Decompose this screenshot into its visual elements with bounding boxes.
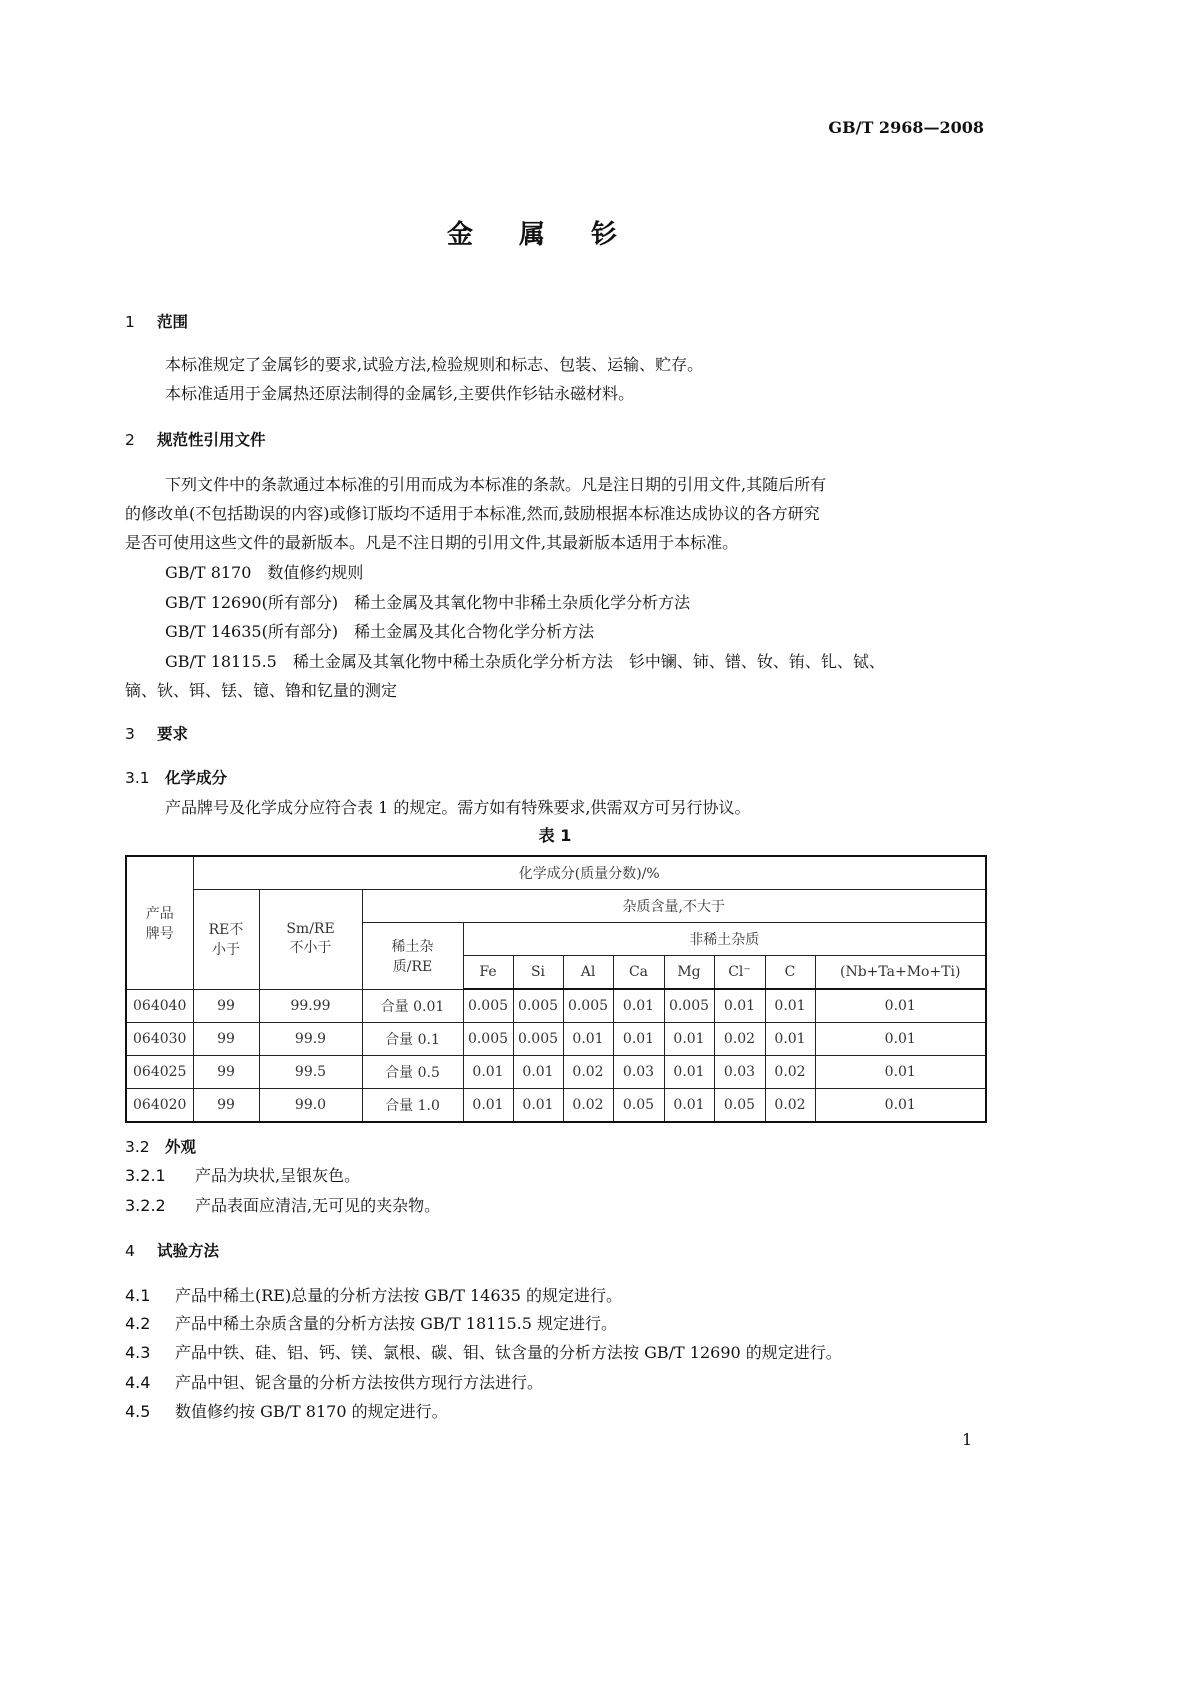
table-cell: 0.02 [563,1056,613,1089]
clause-number: 4.1 [125,1286,151,1305]
table-cell: 0.01 [513,1056,563,1089]
section-title: 要求 [157,725,189,743]
table-cell: 0.02 [765,1056,815,1089]
section-number: 4 [125,1242,135,1260]
section-title: 范围 [157,313,189,331]
section-3-heading [125,722,188,744]
table-cell: 064025 [126,1056,193,1089]
paragraph: 本标准适用于金属热还原法制得的金属钐,主要供作钐钴永磁材料。 [165,384,635,403]
header-element: Mg [664,956,714,990]
table-cell: 0.01 [664,1056,714,1089]
table-cell: 合量 0.5 [362,1056,463,1089]
table-cell: 0.01 [664,1089,714,1123]
clause [125,1370,543,1393]
clause-number: 4.4 [125,1373,151,1392]
clause-number: 3.2.2 [125,1196,166,1215]
table-cell: 0.01 [463,1089,513,1123]
clause-text: 产品中稀土(RE)总量的分析方法按 GB/T 14635 的规定进行。 [175,1286,622,1305]
composition-table [125,855,987,1123]
header-impurity: 杂质含量,不大于 [362,890,986,923]
table-cell: 064040 [126,989,193,1023]
section-number: 3.2 [125,1138,150,1156]
header-non-re-impurity: 非稀土杂质 [463,923,986,956]
table-cell: 合量 0.01 [362,989,463,1023]
clause-text: 产品中钽、铌含量的分析方法按供方现行方法进行。 [175,1373,544,1392]
table-cell: 0.005 [563,989,613,1023]
table-cell: 0.05 [613,1089,664,1123]
table-cell: 0.01 [815,989,986,1023]
table-cell: 0.005 [513,1023,563,1056]
section-number: 3.1 [125,769,150,787]
reference-item: GB/T 14635(所有部分) 稀土金属及其化合物化学分析方法 [165,622,595,641]
header-sm-re: Sm/RE不小于 [259,890,362,990]
clause [125,1340,842,1363]
table-cell: 0.01 [613,989,664,1023]
paragraph: 产品牌号及化学成分应符合表 1 的规定。需方如有特殊要求,供需双方可另行协议。 [165,798,751,817]
clause [125,1193,440,1216]
section-title: 外观 [165,1138,197,1156]
clause-text: 产品为块状,呈银灰色。 [195,1166,361,1185]
table-cell: 99 [193,1023,259,1056]
table-cell: 0.01 [815,1023,986,1056]
table-cell: 0.01 [664,1023,714,1056]
table-cell: 0.01 [765,1023,815,1056]
table-cell: 0.01 [765,989,815,1023]
header-re: RE不小于 [193,890,259,990]
section-3-1-heading [125,766,227,788]
section-4-heading [125,1239,219,1261]
section-title: 规范性引用文件 [157,431,266,449]
header-element: C [765,956,815,990]
table-cell: 0.01 [613,1023,664,1056]
clause-text: 产品中稀土杂质含量的分析方法按 GB/T 18115.5 规定进行。 [175,1314,618,1333]
table-cell: 99 [193,989,259,1023]
standard-number: GB/T 2968—2008 [828,118,984,137]
header-element: Cl⁻ [714,956,765,990]
section-title: 化学成分 [165,769,228,787]
page-number: 1 [962,1430,973,1449]
reference-item-continued: 镝、钬、铒、铥、镱、镥和钇量的测定 [125,681,398,700]
table-cell: 99.0 [259,1089,362,1123]
clause-number: 4.5 [125,1402,151,1421]
table-cell: 合量 1.0 [362,1089,463,1123]
header-element: Fe [463,956,513,990]
table-cell: 0.01 [513,1089,563,1123]
table-cell: 0.01 [815,1056,986,1089]
reference-item: GB/T 18115.5 稀土金属及其氧化物中稀土杂质化学分析方法 钐中镧、铈、镨、钕、铕、钆、铽、 [165,652,885,671]
table-cell: 99.99 [259,989,362,1023]
table-row [126,1056,986,1089]
table-cell: 0.005 [513,989,563,1023]
table-cell: 0.03 [714,1056,765,1089]
table-cell: 99 [193,1056,259,1089]
table-cell: 0.05 [714,1089,765,1123]
table-cell: 99 [193,1089,259,1123]
table-cell: 0.005 [664,989,714,1023]
page-title: 金属钐 [446,220,663,250]
section-number: 1 [125,313,135,331]
clause [125,1163,360,1186]
clause-number: 4.2 [125,1314,151,1333]
table-cell: 064020 [126,1089,193,1123]
clause [125,1311,617,1334]
table-cell: 99.9 [259,1023,362,1056]
header-re-impurity: 稀土杂质/RE [362,923,463,990]
clause [125,1399,448,1422]
table-cell: 0.005 [463,1023,513,1056]
paragraph-line: 下列文件中的条款通过本标准的引用而成为本标准的条款。凡是注日期的引用文件,其随后所有 [165,475,827,494]
header-element: Ca [613,956,664,990]
table-cell: 99.5 [259,1056,362,1089]
section-2-heading [125,428,266,450]
clause [125,1283,622,1306]
clause-text: 数值修约按 GB/T 8170 的规定进行。 [175,1402,448,1421]
table-caption: 表 1 [538,826,572,845]
table-cell: 0.03 [613,1056,664,1089]
paragraph: 本标准规定了金属钐的要求,试验方法,检验规则和标志、包装、运输、贮存。 [165,355,704,374]
paragraph-line: 的修改单(不包括勘误的内容)或修订版均不适用于本标准,然而,鼓励根据本标准达成协议的各方研究 [125,504,820,523]
header-product: 产品牌号 [126,856,193,989]
header-element: Si [513,956,563,990]
header-element: (Nb+Ta+Mo+Ti) [815,956,986,990]
table-row [126,989,986,1023]
table-cell: 0.01 [815,1089,986,1123]
section-1-heading [125,310,188,332]
table-cell: 0.01 [463,1056,513,1089]
section-title: 试验方法 [157,1242,220,1260]
reference-item: GB/T 12690(所有部分) 稀土金属及其氧化物中非稀土杂质化学分析方法 [165,593,691,612]
clause-number: 4.3 [125,1343,151,1362]
table-cell: 0.02 [765,1089,815,1123]
section-3-2-heading [125,1135,196,1157]
table-cell: 0.01 [714,989,765,1023]
table-cell: 064030 [126,1023,193,1056]
table-row [126,1023,986,1056]
header-element: Al [563,956,613,990]
section-number: 2 [125,431,135,449]
header-chemical-composition: 化学成分(质量分数)/% [193,856,986,890]
clause-text: 产品表面应清洁,无可见的夹杂物。 [195,1196,441,1215]
section-number: 3 [125,725,135,743]
table-cell: 0.02 [714,1023,765,1056]
table-cell: 0.02 [563,1089,613,1123]
table-cell: 合量 0.1 [362,1023,463,1056]
paragraph-line: 是否可使用这些文件的最新版本。凡是不注日期的引用文件,其最新版本适用于本标准。 [125,533,739,552]
clause-number: 3.2.1 [125,1166,166,1185]
table-row [126,1089,986,1123]
table-cell: 0.01 [563,1023,613,1056]
table-cell: 0.005 [463,989,513,1023]
reference-item: GB/T 8170 数值修约规则 [165,563,364,582]
clause-text: 产品中铁、硅、铝、钙、镁、氯根、碳、钼、钛含量的分析方法按 GB/T 12690 的规定进行。 [175,1343,842,1362]
